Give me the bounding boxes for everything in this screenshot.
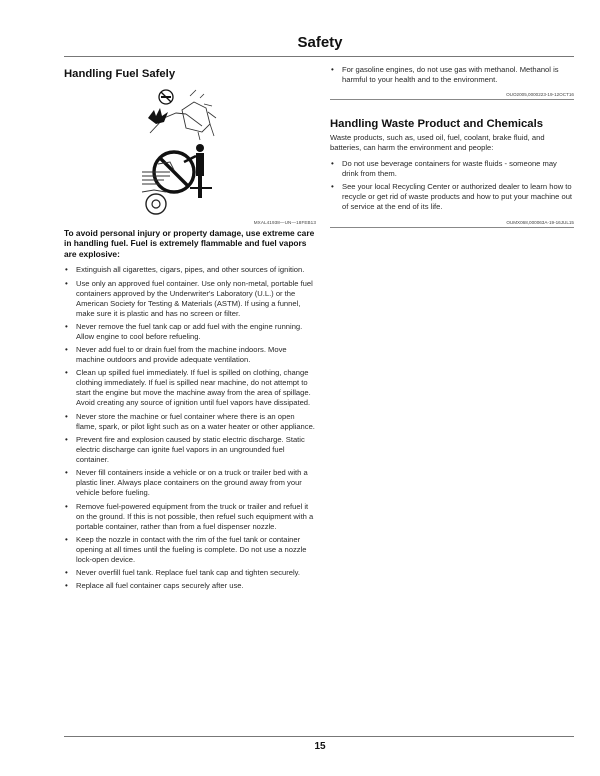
list-item: • Never overfill fuel tank. Replace fuel tank cap and tighten securely. bbox=[65, 568, 300, 578]
page-number: 15 bbox=[314, 741, 326, 752]
list-item: • Keep the nozzle in contact with the rim of the fuel tank or container opening at all times until the fueling is complete. Do not use a nozzle lock-open device. bbox=[65, 534, 307, 564]
footer-rule bbox=[64, 736, 574, 737]
list-item: • Do not use beverage containers for waste fluids - someone may drink from them. bbox=[331, 159, 557, 178]
bullet-icon: • bbox=[65, 265, 68, 275]
list-item: • Never fill containers inside a vehicle or on a truck or trailer bed with a plastic liner. Always place containers on the ground away from your vehicle before fueling. bbox=[65, 468, 308, 498]
list-item: • For gasoline engines, do not use gas with methanol. Methanol is harmful to your health and to the environment. bbox=[331, 65, 559, 84]
fuel-warning: To avoid personal injury or property damage, use extreme care in handling fuel. Fuel is extremely flammable and fuel vapors are explosive: bbox=[64, 228, 315, 259]
list-item: • Use only an approved fuel container. Use only non-metal, portable fuel containers approved by the Underwriter's Laboratory (U.L.) or the American Society for Testing & Materials (ASTM). If using a funnel, make sure it is plastic and has no screen or filter. bbox=[65, 278, 313, 318]
section-title-handling-fuel: Handling Fuel Safely bbox=[64, 68, 176, 80]
waste-list bbox=[330, 159, 574, 212]
bullet-icon: • bbox=[331, 159, 334, 168]
bullet-icon: • bbox=[65, 468, 68, 478]
bullet-icon: • bbox=[65, 411, 68, 421]
waste-intro: Waste products, such as, used oil, fuel, coolant, brake fluid, and batteries, can harm the environment and people: bbox=[330, 133, 545, 152]
bullet-icon: • bbox=[65, 321, 68, 331]
bullet-icon: • bbox=[65, 345, 68, 355]
list-item: • Never store the machine or fuel container where there is an open flame, spark, or pilot light such as on a water heater or other appliance. bbox=[65, 411, 315, 431]
list-item: • See your local Recycling Center or authorized dealer to learn how to recycle or get rid of waste products and how to put your machine out of service at the end of its life. bbox=[331, 182, 573, 212]
page-title: Safety bbox=[297, 34, 343, 51]
no-fueling-in-truck-bed-icon bbox=[140, 142, 220, 218]
bullet-icon: • bbox=[65, 501, 68, 511]
bullet-icon: • bbox=[65, 368, 68, 378]
bullet-icon: • bbox=[65, 435, 68, 444]
fuel-safety-list bbox=[64, 265, 316, 591]
bullet-icon: • bbox=[65, 278, 68, 288]
bullet-icon: • bbox=[331, 182, 334, 192]
list-item: • Never add fuel to or drain fuel from the machine indoors. Move machine outdoors and provide adequate ventilation. bbox=[65, 345, 287, 365]
reference-code: OUO2005,0000223-19-12OCT16 bbox=[330, 92, 574, 100]
reference-code: OUMX068,000063A-19-16JUL15 bbox=[330, 220, 574, 228]
fuel-safety-list-continued bbox=[330, 65, 574, 85]
list-item: • Replace all fuel container caps securely after use. bbox=[65, 581, 244, 591]
list-item: • Remove fuel-powered equipment from the truck or trailer and refuel it on the ground. If this is not possible, then refuel such equipment with a portable container, rather than from a fuel dispenser nozzle. bbox=[65, 501, 314, 531]
section-title-waste-products: Handling Waste Product and Chemicals bbox=[330, 118, 544, 130]
safety-figure bbox=[64, 88, 316, 222]
left-column bbox=[64, 64, 316, 595]
figure-caption: MXAL41938—UN—18FEB13 bbox=[253, 220, 316, 225]
right-column bbox=[330, 64, 574, 228]
bullet-icon: • bbox=[65, 568, 68, 578]
list-item: • Clean up spilled fuel immediately. If fuel is spilled on clothing, change clothing immediately. If fuel is spilled near machine, do not attempt to start the engine but move the machine away from the area of spillage. Avoid creating any source of ignition until fuel vapors have dissipated. bbox=[65, 368, 311, 408]
list-item: • Extinguish all cigarettes, cigars, pipes, and other sources of ignition. bbox=[65, 265, 305, 275]
bullet-icon: • bbox=[65, 581, 68, 591]
bullet-icon: • bbox=[65, 534, 68, 544]
list-item: • Never remove the fuel tank cap or add fuel with the engine running. Allow engine to cool before refueling. bbox=[65, 321, 303, 341]
bullet-icon: • bbox=[331, 65, 334, 74]
no-smoking-fueling-icon bbox=[142, 88, 222, 142]
header-rule bbox=[64, 56, 574, 57]
list-item: • Prevent fire and explosion caused by static electric discharge. Static electric discharge can ignite fuel vapors in an ungrounded fuel container. bbox=[65, 435, 305, 464]
